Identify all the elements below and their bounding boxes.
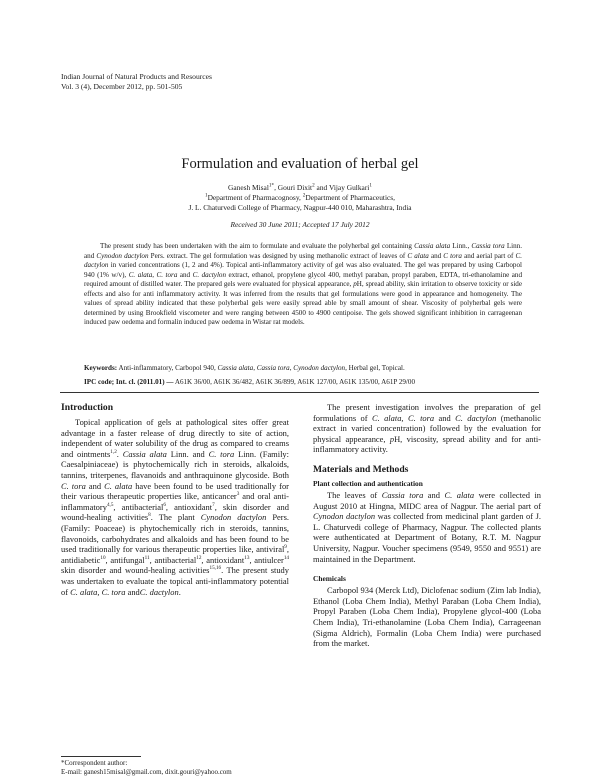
ipc-label: IPC code; Int. cl. (2011.01) — xyxy=(84,378,174,386)
ipc-code xyxy=(84,378,554,388)
right-column xyxy=(313,402,541,649)
abstract: The present study has been undertaken with the aim to formulate and evaluate the polyherbal gel containing Cassia alata Linn., Cassia tora Linn. and Cynodon dactylon Pers. extract. The gel formulation was designed by using methanolic extract of leaves of C alata and C tora and aerial part of C. dactylon in varied concentrations (1, 2 and 4%). Topical anti-inflammatory activity of gel was also evaluated. The gel was prepared by using Carbopol 940 (1% w/v), C. alata, C. tora and C. dactylon extract, ethanol, propylene glycol 400, methyl paraban, propyl paraben, EDTA, tri-ethanolamine and required amount of distilled water. The prepared gels were evaluated for physical appearance, pH, spread ability, skin irritation to observe toxicity or side effects and also for anti inflammatory activity. It was inferred from the results that gel formulations were good in appearance and homogeneity. The values of spread ability indicated that these polyherbal gels were easily spread able by small amount of shear. Viscosity of polyherbal gels were determined by using Brookfield viscometer and were ranging between 4500 to 4900 centipoise. The gels showed significant inhibition in carrageenan induced paw oedema and formalin induced paw oedema in Wistar rat models. xyxy=(84,242,522,327)
plant-collection-paragraph: The leaves of Cassia tora and C. alata were collected in August 2010 at Hingna, MIDC area of Nagpur. The aerial part of Cynodon dactylon was collected from medicinal plant garden of J. L. Chaturvedi college of Pharmacy, Nagpur. The collected plants were authenticated at Department of Botany, R.T. M. Nagpur University, Nagpur. Voucher specimens (9549, 9550 and 9551) are maintained in the Department. xyxy=(313,489,542,564)
chemicals-paragraph: Carbopol 934 (Merck Ltd), Diclofenac sodium (Zim lab India), Ethanol (Loba Chem India), Methyl Paraban (Loba Chem India), Propyl Paraben (Loba Chem India), Propylene glycol-400 (Loba Chem India), Tri-ethanolamine (Loba Chem India), Carrageenan (Sigma Aldrich), Formalin (Loba Chem India) were purchased from the market. xyxy=(313,585,541,649)
received-accepted-dates: Received 30 June 2011; Accepted 17 July 2012 xyxy=(230,220,370,229)
journal-volume: Vol. 3 (4), December 2012, pp. 501-505 xyxy=(61,82,183,91)
ipc-codes: A61K 36/00, A61K 36/482, A61K 36/899, A61K 127/00, A61K 135/00, A61P 29/00 xyxy=(173,378,415,386)
journal-header xyxy=(61,72,212,92)
author-line: Ganesh Misal$^{1*}$, Gouri Dixit$^2$ and Vijay Gulkari$^1$ xyxy=(228,182,372,192)
footnote xyxy=(61,759,301,777)
journal-name: Indian Journal of Natural Products and Resources xyxy=(61,72,212,81)
introduction-heading: Introduction xyxy=(61,402,114,413)
author-1: Ganesh Misal xyxy=(228,183,269,192)
affiliation-1: Department of Pharmacognosy, xyxy=(207,193,301,202)
footnote-rule xyxy=(61,756,141,757)
affiliation-line: $^1$Department of Pharmacognosy, $^2$Department of Pharmaceutics, xyxy=(204,192,396,202)
correspondent-label: *Correspondent author: xyxy=(61,759,128,767)
paper-title: Formulation and evaluation of herbal gel xyxy=(181,156,419,172)
keywords-label: Keywords: xyxy=(84,364,118,372)
keywords: Keywords: Anti-inflammatory, Carbopol 940, Cassia alata, Cassia tora, Cynodon dactylon, Herbal gel, Topical. xyxy=(84,364,405,372)
affiliation-2: Department of Pharmaceutics, xyxy=(305,193,396,202)
author-3: Vijay Gulkari xyxy=(328,183,370,192)
left-column xyxy=(61,402,289,597)
author-2: Gouri Dixit xyxy=(277,183,313,192)
introduction-paragraph: Topical application of gels at pathological sites offer great advantage in a faster release of drug directly to site of action, independent of water solubility of the drug as compared to creams and ointments$^{1,2}$. Cassia alata Linn. and C. tora Linn. (Family: Caesalpiniaceae) is phytochemically rich in steroids, alkaloids, tannins, triterpenes, flavanoids and anthraquinone glycoside. Both C. tora and C. alata have been found to be used traditionally for their various therapeutic properties like, anticancer$^3$ and oral anti-inflammatory$^{4,5}$, antibacterial$^6$, antioxidant$^7$, skin disorder and wound-healing activities$^8$. The plant Cynodon dactylon Pers. (Family: Poaceae) is phytochemically rich in steroids, tannins, flavonoids, carbohydrates and alkaloids and has been found to be used traditionally for various therapeutic properties like, antiviral$^9$, antidiabetic$^{10}$, antifungal$^{11}$, antibacterial$^{12}$, antioxidant$^{13}$, antiulcer$^{14}$ skin disorder and wound-healing activities$^{15,16}$. The present study was undertaken to evaluate the topical anti-inflammatory potential of C. alata, C. tora andC. dactylon. xyxy=(61,417,290,597)
plant-collection-heading: Plant collection and authentication xyxy=(313,478,423,488)
methods-heading: Materials and Methods xyxy=(313,463,409,475)
authors-block xyxy=(0,183,600,213)
correspondent-email: E-mail: ganesh15misal@gmail.com, dixit.gouri@yahoo.com xyxy=(61,768,232,776)
institution: J. L. Chaturvedi College of Pharmacy, Nagpur-440 010, Maharashtra, India xyxy=(188,203,412,212)
investigation-paragraph: The present investigation involves the preparation of gel formulations of C. alata, C. tora and C. dactylon (methanolic extract in varied concentration) followed by the evaluation for physical appearance, pH, viscosity, spread ability and for anti-inflammatory activity. xyxy=(313,402,542,455)
chemicals-heading: Chemicals xyxy=(313,574,346,584)
abstract-divider xyxy=(60,392,539,393)
